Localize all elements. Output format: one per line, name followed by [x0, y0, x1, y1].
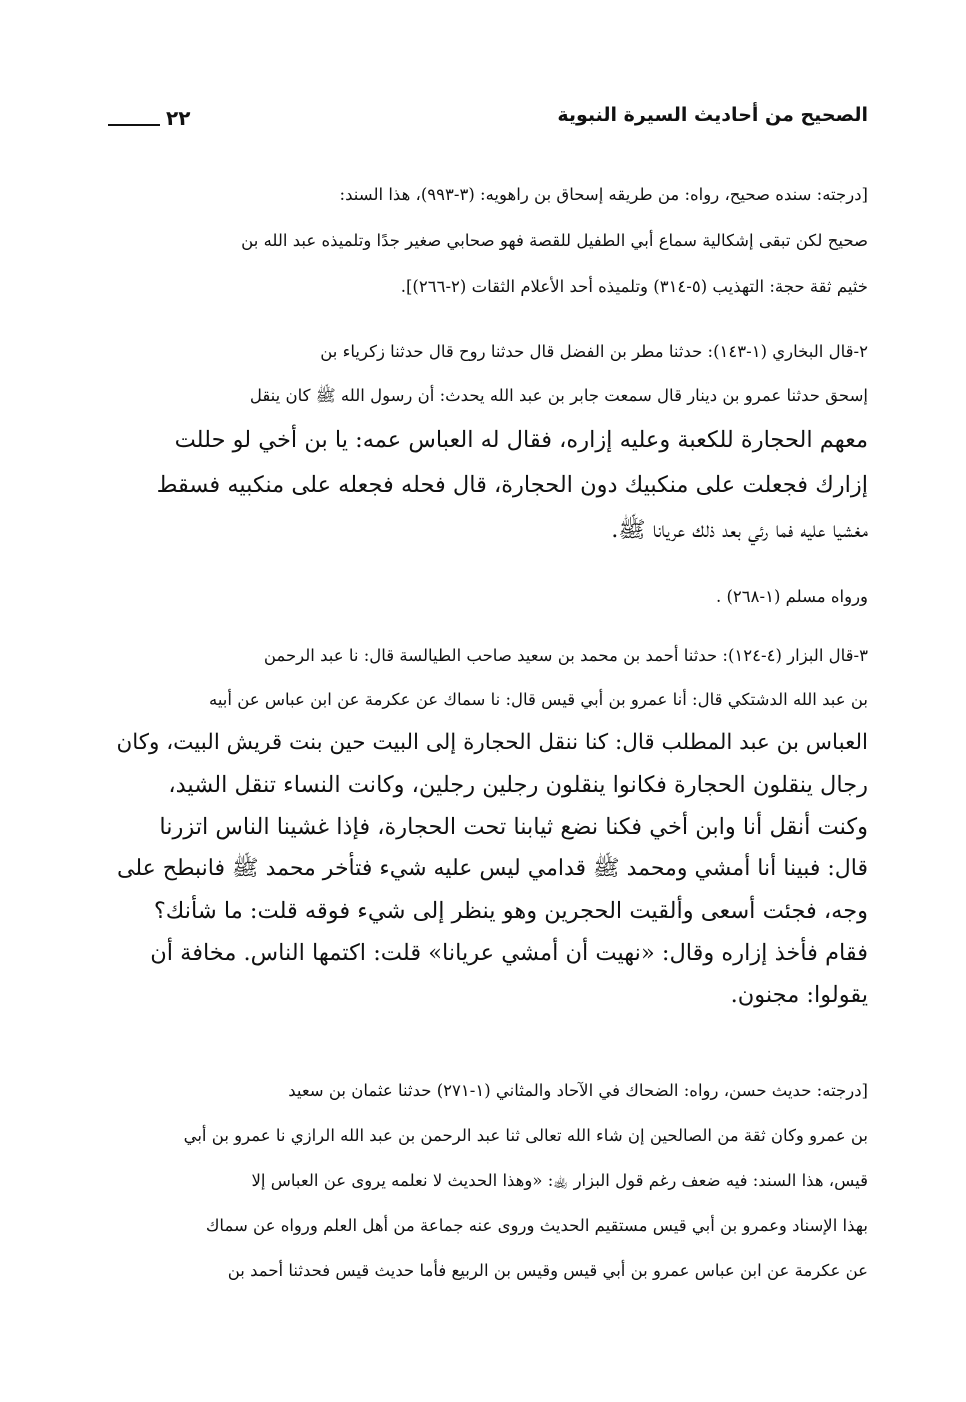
- page-number: ٢٢: [166, 106, 191, 130]
- hadith-2-bukhari: [108, 330, 868, 553]
- matn-line: مغشيا عليه فما رئي بعد ذلك عريانا ﷺ.: [611, 517, 868, 543]
- text-line: بهذا الإسناد وعمرو بن أبي قيس مستقيم الحديث وروى عنه جماعة من أهل العلم ورواه عن سماك: [205, 1216, 868, 1235]
- isnad-line: بن عبد الله الدشتكي قال: أنا عمرو بن أبي قيس قال: نا سماك عن عكرمة عن ابن عباس عن أبيه: [208, 690, 868, 709]
- muslim-reference: [108, 582, 868, 612]
- matn-line: رجال ينقلون الحجارة فكانوا ينقلون رجلين رجلين، وكانت النساء تنقل الشيد،: [168, 772, 868, 798]
- text-line: صحيح لكن تبقى إشكالية سماع أبي الطفيل للقصة فهو صحابي صغير جدًا وتلميذه عبد الله بن: [241, 231, 868, 250]
- isnad-line: إسحق حدثنا عمرو بن دينار قال سمعت جابر بن عبد الله يحدث: أن رسول الله ﷺ كان ينقل: [249, 386, 868, 405]
- running-title: الصحيح من أحاديث السيرة النبوية: [557, 104, 868, 126]
- header-rule: [108, 124, 160, 126]
- text-line: [درجته: حديث حسن، رواه: الضحاك في الآحاد والمثاني (١-٢٧١) حدثنا عثمان بن سعيد: [288, 1081, 868, 1100]
- text-line: ورواه مسلم (١-٢٦٨) .: [715, 587, 868, 606]
- text-line: خثيم ثقة حجة: التهذيب (٥-٣١٤) وتلميذه أحد الأعلام الثقات (٢-٢٦٦)].: [400, 277, 868, 296]
- matn-line: فقام فأخذ إزاره وقال: «نهيت أن أمشي عريانا» قلت: اكتمها الناس. مخافة أن: [150, 940, 868, 966]
- hadith-3-bazzar: [108, 634, 868, 1016]
- matn-line: وجه، فجئت أسعى وألقيت الحجرين وهو ينظر إلى شيء فوقه قلت: ما شأنك؟: [153, 898, 868, 924]
- matn-line: العباس بن عبد المطلب قال: كنا ننقل الحجارة إلى البيت حين بنت قريش البيت، وكان: [116, 730, 868, 755]
- matn-line: إزارك فجعلت على منكبيك دون الحجارة، قال فحله فجعله على منكبيه فسقط: [156, 472, 868, 498]
- matn-line: يقولوا: مجنون.: [730, 982, 868, 1008]
- text-line: بن عمرو وكان ثقة من الصالحين إن شاء الله تعالى ثنا عبد الرحمن بن عبد الله الرازي نا عمرو بن أبي: [183, 1126, 868, 1145]
- matn-line: قال: فبينا أنا أمشي ومحمد ﷺ قدامي ليس عليه شيء فتأخر محمد ﷺ فانبطح على: [117, 856, 868, 881]
- grading-note-3: [108, 1068, 868, 1293]
- text-line: عن عكرمة عن ابن عباس عمرو بن أبي قيس وقيس بن الربيع فأما حديث قيس فحدثنا أحمد بن: [227, 1261, 868, 1280]
- matn-line: معهم الحجارة للكعبة وعليه إزاره، فقال له العباس عمه: يا بن أخي لو حللت: [174, 427, 868, 453]
- isnad-line: ٣-قال البزار (٤-١٢٤): حدثنا أحمد بن محمد بن سعيد صاحب الطيالسة قال: نا عبد الرحمن: [263, 646, 868, 665]
- isnad-line: ٢-قال البخاري (١-١٤٣): حدثنا مطر بن الفضل قال حدثنا روح قال حدثنا زكرياء بن: [320, 342, 868, 361]
- text-line: [درجته: سنده صحيح، رواه: من طريقه إسحاق بن راهويه: (٣-٩٩٣)، هذا السند:: [339, 185, 868, 204]
- text-line: قيس، هذا السند: فيه ضعف رغم قول البزار ﵀: «وهذا الحديث لا نعلمه يروى عن العباس إلا: [251, 1171, 868, 1190]
- page-header: [108, 100, 868, 140]
- grading-note-1: [108, 172, 868, 310]
- matn-line: وكنت أنقل أنا وابن أخي فكنا نضع ثيابنا تحت الحجارة، فإذا غشينا الناس اتزرنا: [159, 814, 868, 840]
